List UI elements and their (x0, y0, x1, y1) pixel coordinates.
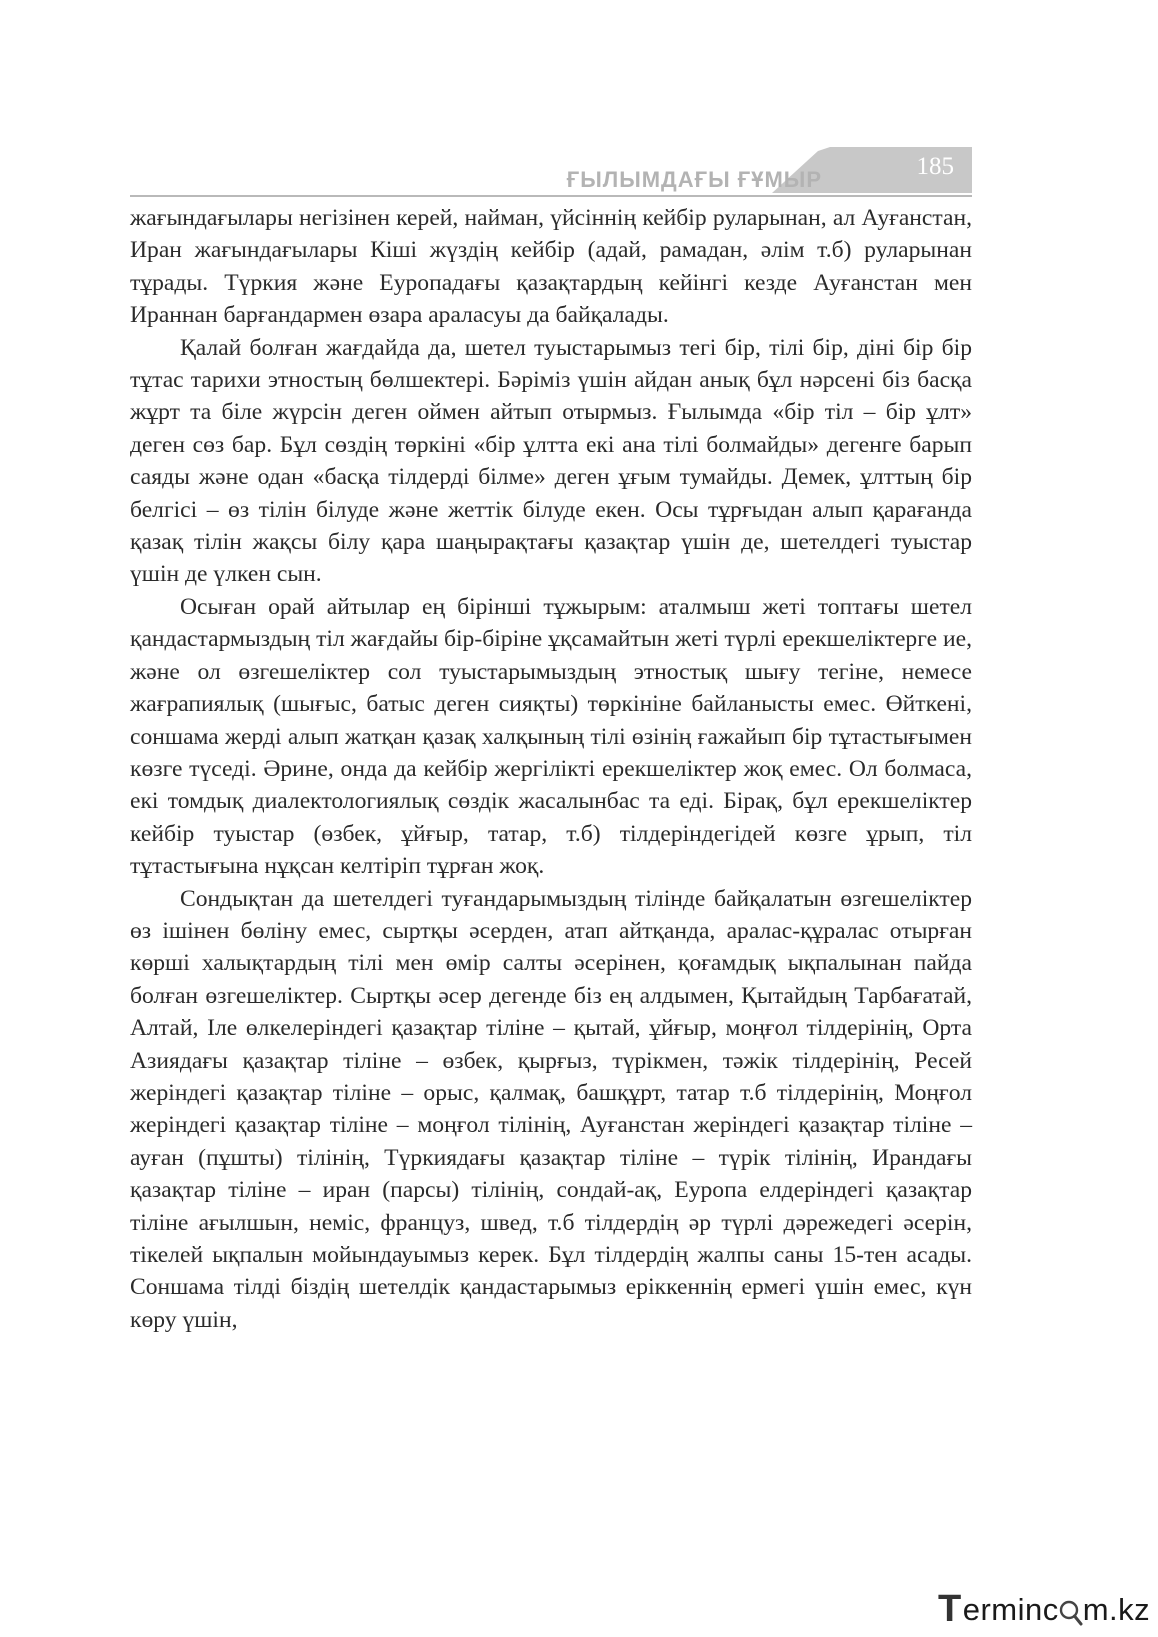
site-watermark (938, 1587, 1151, 1630)
header-title: ҒЫЛЫМДАҒЫ ҒҰМЫР (566, 167, 822, 192)
paragraph: Қалай болған жағдайда да, шетел туыстарымыз тегі бір, тілі бір, діні бір бір тұтас тарихи этностың бөлшектері. Бәріміз үшін айдан анық бұл нәрсені біз басқа жұрт та біле жүрсін деген оймен айтып отырмыз. Ғылымда «бір тіл – бір ұлт» деген сөз бар. Бұл сөздің төркіні «бір ұлтта екі ана тілі болмайды» дегенге барып саяды және одан «басқа тілдерді білме» деген ұғым тумайды. Демек, ұлттың бір белгісі – өз тілін білуде және жеттік білуде екен. Осы тұрғыдан алып қарағанда қазақ тілін жақсы білу қара шаңырақтағы қазақтар үшін де, шетелдегі туыстар үшін де үлкен сын. (130, 334, 972, 588)
body-text (130, 202, 972, 1336)
header-rule (130, 195, 972, 197)
page-number: 185 (916, 153, 954, 180)
paragraph: Сондықтан да шетелдегі туғандарымыздың тілінде байқалатын өзгешеліктер өз ішінен бөліну емес, сыртқы әсерден, атап айтқанда, аралас-құралас отырған көрші халықтардың тілі мен өмір салты әсерінен, қоғамдық ықпалынан пайда болған өзгешеліктер. Сыртқы әсер дегенде біз ең алдымен, Қытайдың Тарбағатай, Алтай, Іле өлкелеріндегі қазақтар тіліне – қытай, ұйғыр, моңғол тілдерінің, Орта Азиядағы қазақтар тіліне – өзбек, қырғыз, түрікмен, тәжік тілдерінің, Ресей жеріндегі қазақтар тіліне – орыс, қалмақ, башқұрт, татар т.б тілдерінің, Моңғол жеріндегі қазақтар тіліне – моңғол тілінің, Ауғанстан жеріндегі қазақтар тіліне – ауған (пұшты) тілінің, Түркиядағы қазақтар тіліне – түрік тілінің, Ирандағы қазақтар тіліне – иран (парсы) тілінің, сондай-ақ, Еуропа елдеріндегі қазақтар тіліне ағылшын, неміс, француз, швед, т.б тілдердің әр түрлі дәрежедегі әсерін, тікелей ықпалын мойындауымыз керек. Бұл тілдердің жалпы саны 15-тен асады. Соншама тілді біздің шетелдік қандастарымыз ерiккеннiң ермегі үшін емес, күн көру үшін, (130, 885, 972, 1333)
paragraph: жағындағылары негізінен керей, найман, үйсіннің кейбір руларынан, ал Ауғанстан, Иран жағындағылары Кіші жүздің кейбір (адай, рамадан, әлім т.б) руларынан тұрады. Түркия және Еуропадағы қазақтардың кейінгі кезде Ауғанстан мен Ираннан барғандармен өзара араласуы да байқалады. (130, 205, 972, 329)
watermark-text-part2: m.kz (1082, 1592, 1151, 1627)
magnifier-icon (1059, 1599, 1083, 1627)
running-header (130, 145, 972, 197)
watermark-initial: T (938, 1587, 962, 1630)
paragraph: Осыған орай айтылар ең бірінші тұжырым: аталмыш жеті топтағы шетел қандастармыздың тіл жағдайы бір-біріне ұқсамайтын жеті түрлі ерекшеліктерге ие, және ол өзгешеліктер сол туыстарымыздың этностық шығу тегіне, немесе жағрапиялық (шығыс, батыс деген сияқты) төркініне байланысты емес. Өйткені, соншама жерді алып жатқан қазақ халқының тілі өзінің ғажайып бір тұтастығымен көзге түседі. Әрине, онда да кейбір жергілікті ерекшеліктер жоқ емес. Ол болмаса, екі томдық диалектологиялық сөздік жасалынбас та еді. Бірақ, бұл ерекшеліктер кейбір туыстар (өзбек, ұйғыр, татар, т.б) тілдеріндегідей көзге ұрып, тіл тұтастығына нұқсан келтіріп тұрған жоқ. (130, 593, 972, 880)
watermark-text-part1: erminc (962, 1592, 1059, 1627)
